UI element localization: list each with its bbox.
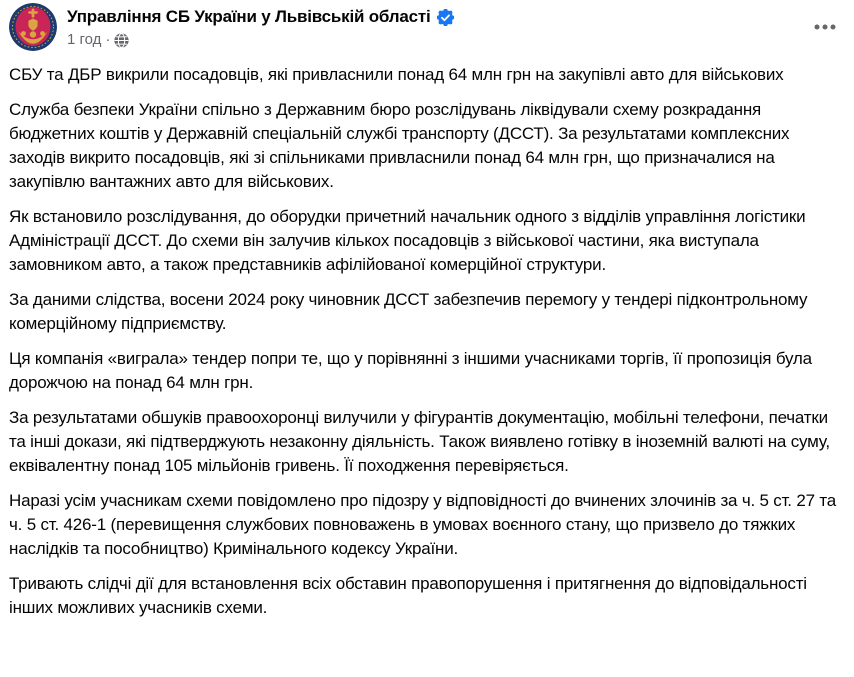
page-name-row [67, 6, 454, 27]
globe-public-icon [114, 33, 129, 48]
post-header [0, 0, 854, 51]
post-paragraph: Тривають слідчі дії для встановлення всіх обставин правопорушення і притягнення до відповідальності інших можливих учасників схеми. [9, 574, 807, 617]
post-timestamp[interactable]: 1 год [67, 31, 102, 48]
post-meta-row [67, 30, 454, 49]
meta-separator: · [105, 31, 111, 48]
page-name-link[interactable]: Управління СБ України у Львівській області [67, 7, 431, 26]
post-paragraph: Ця компанія «виграла» тендер попри те, що у порівнянні з іншими учасниками торгів, її пропозиція була дорожчою на понад 64 млн грн. [9, 349, 812, 392]
sbu-lviv-emblem-icon [9, 3, 57, 51]
post-paragraph: СБУ та ДБР викрили посадовців, які привласнили понад 64 млн грн на закупівлі авто для військових [9, 65, 784, 84]
more-options-button[interactable] [808, 12, 842, 42]
post-paragraph: Як встановило розслідування, до оборудки причетний начальник одного з відділів управління логістики Адміністрації ДССТ. До схеми він залучив кількох посадовців з військової частини, яка виступала замовником авто, а також представників афілійованої комерційної структури. [9, 207, 806, 274]
post-paragraph: Служба безпеки України спільно з Державним бюро розслідувань ліквідували схему розкрадання бюджетних коштів у Державній спеціальній службі транспорту (ДССТ). За результатами комплексних заходів викрито посадовців, які зі спільниками привласнили понад 64 млн грн, що призначалися на закупівлю вантажних авто для військових. [9, 100, 790, 191]
post-paragraph: За даними слідства, восени 2024 року чиновник ДССТ забезпечив перемогу у тендері підконтрольному комерційному підприємству. [9, 290, 808, 333]
page-avatar[interactable] [9, 3, 57, 51]
post-text [0, 51, 854, 620]
verified-badge-icon [437, 9, 454, 26]
post-paragraph: Наразі усім учасникам схеми повідомлено про підозру у відповідності до вчинених злочинів за ч. 5 ст. 27 та ч. 5 ст. 426-1 (перевищення службових повноважень в умовах воєнного стану, що призвело до тяжких наслідків та пособництво) Кримінального кодексу України. [9, 491, 837, 558]
post-paragraph: За результатами обшуків правоохоронці вилучили у фігурантів документацію, мобільні телефони, печатки та інші докази, які підтверджують незаконну діяльність. Також виявлено готівку в іноземній валюті на суму, еквівалентну понад 105 мільйонів гривень. Її походження перевіряється. [9, 408, 830, 475]
post-header-info [67, 3, 454, 49]
ellipsis-more-icon [812, 14, 838, 40]
